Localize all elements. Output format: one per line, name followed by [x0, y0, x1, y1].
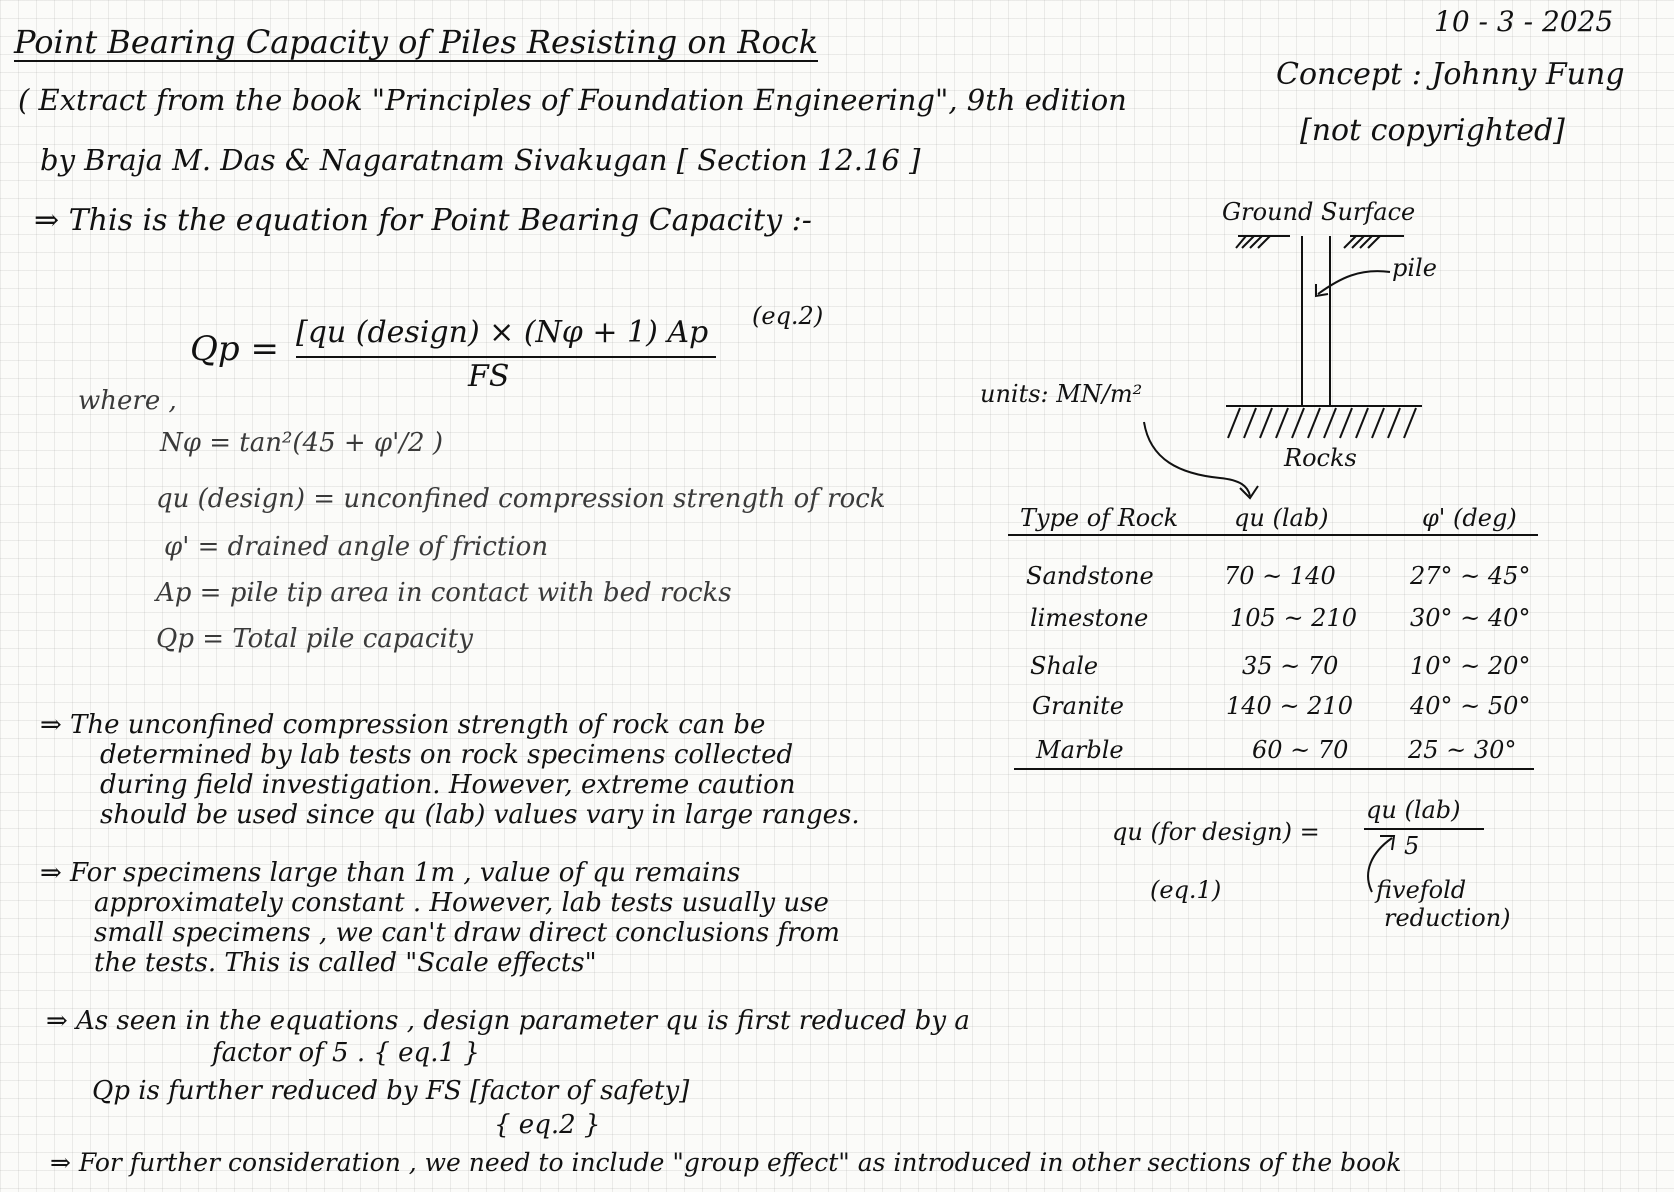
note-line: should be used since qu (lab) values vary in large ranges.: [100, 800, 860, 830]
source-line-1: ( Extract from the book "Principles of Foundation Engineering", 9th edition: [18, 83, 1127, 117]
pile-label: pile: [1392, 254, 1437, 282]
table-header-type: Type of Rock: [1020, 504, 1179, 532]
ground-surface-label: Ground Surface: [1222, 198, 1416, 226]
table-cell-rock: Sandstone: [1026, 562, 1154, 590]
eq1-numerator: qu (lab): [1366, 796, 1461, 824]
note-line: determined by lab tests on rock specimens collected: [100, 740, 794, 770]
table-header-phi: φ' (deg): [1422, 504, 1517, 532]
table-cell-phi: 40° ~ 50°: [1410, 692, 1531, 720]
eq1-denominator: 5: [1404, 832, 1420, 860]
equation-denominator: FS: [468, 359, 510, 394]
definition-phi: φ' = drained angle of friction: [164, 532, 549, 562]
note-line: small specimens , we can't draw direct conclusions from: [94, 918, 840, 948]
source-line-2: by Braja M. Das & Nagaratnam Sivakugan [ Section 12.16 ]: [40, 143, 921, 177]
equation-lhs: Qp =: [190, 329, 279, 369]
table-cell-phi: 27° ~ 45°: [1410, 562, 1531, 590]
intro-statement: ⇒ This is the equation for Point Bearing Capacity :-: [34, 203, 812, 238]
table-cell-rock: limestone: [1030, 604, 1149, 632]
table-cell-qu: 105 ~ 210: [1230, 604, 1357, 632]
note-line: ⇒ For specimens large than 1m , value of qu remains: [40, 858, 741, 888]
table-cell-qu: 35 ~ 70: [1242, 652, 1339, 680]
eq1-note-line-2: reduction): [1384, 904, 1511, 932]
definition-ap: Ap = pile tip area in contact with bed rocks: [156, 578, 732, 608]
page-title: Point Bearing Capacity of Piles Resisting on Rock: [14, 23, 819, 61]
table-cell-rock: Marble: [1036, 736, 1124, 764]
table-cell-phi: 25 ~ 30°: [1408, 736, 1517, 764]
equation-numerator: [qu (design) × (Nφ + 1) Ap: [296, 315, 709, 350]
table-cell-rock: Granite: [1032, 692, 1124, 720]
note-line: during field investigation. However, extreme caution: [100, 770, 796, 800]
equation-tag: (eq.2): [752, 302, 824, 330]
eq1-tag: (eq.1): [1150, 876, 1222, 904]
date-label: 10 - 3 - 2025: [1434, 5, 1614, 38]
table-cell-phi: 10° ~ 20°: [1410, 652, 1531, 680]
eq1-fraction-bar: [1364, 828, 1484, 830]
note-line: ⇒ As seen in the equations , design parameter qu is first reduced by a: [46, 1006, 970, 1036]
note-line: approximately constant . However, lab tests usually use: [94, 888, 829, 918]
table-bottom-rule: [1014, 768, 1534, 770]
note-line: ⇒ For further consideration , we need to include "group effect" as introduced in other sections of the book: [50, 1148, 1402, 1177]
note-line: { eq.2 }: [494, 1110, 601, 1140]
note-line: the tests. This is called "Scale effects": [94, 948, 597, 978]
where-label: where ,: [78, 386, 177, 416]
definition-n-phi: Nφ = tan²(45 + φ'/2 ): [160, 428, 443, 458]
rocks-label: Rocks: [1284, 444, 1357, 472]
definition-qp: Qp = Total pile capacity: [156, 624, 473, 654]
concept-credit: Concept : Johnny Fung: [1276, 57, 1625, 92]
table-cell-phi: 30° ~ 40°: [1410, 604, 1531, 632]
copyright-note: [not copyrighted]: [1300, 113, 1565, 148]
note-line: ⇒ The unconfined compression strength of rock can be: [40, 710, 766, 740]
table-header-qu-lab: qu (lab): [1234, 504, 1329, 532]
table-cell-qu: 70 ~ 140: [1224, 562, 1336, 590]
definition-qu-design: qu (design) = unconfined compression strength of rock: [156, 484, 886, 514]
note-line: Qp is further reduced by FS [factor of safety]: [92, 1076, 690, 1106]
eq1-lhs: qu (for design) =: [1112, 818, 1320, 846]
table-header-rule: [1008, 534, 1538, 536]
table-cell-qu: 140 ~ 210: [1226, 692, 1353, 720]
note-line: factor of 5 . { eq.1 }: [212, 1038, 480, 1068]
table-cell-rock: Shale: [1030, 652, 1099, 680]
units-label: units: MN/m²: [980, 380, 1143, 408]
eq1-note-line-1: fivefold: [1376, 876, 1467, 904]
table-cell-qu: 60 ~ 70: [1252, 736, 1349, 764]
